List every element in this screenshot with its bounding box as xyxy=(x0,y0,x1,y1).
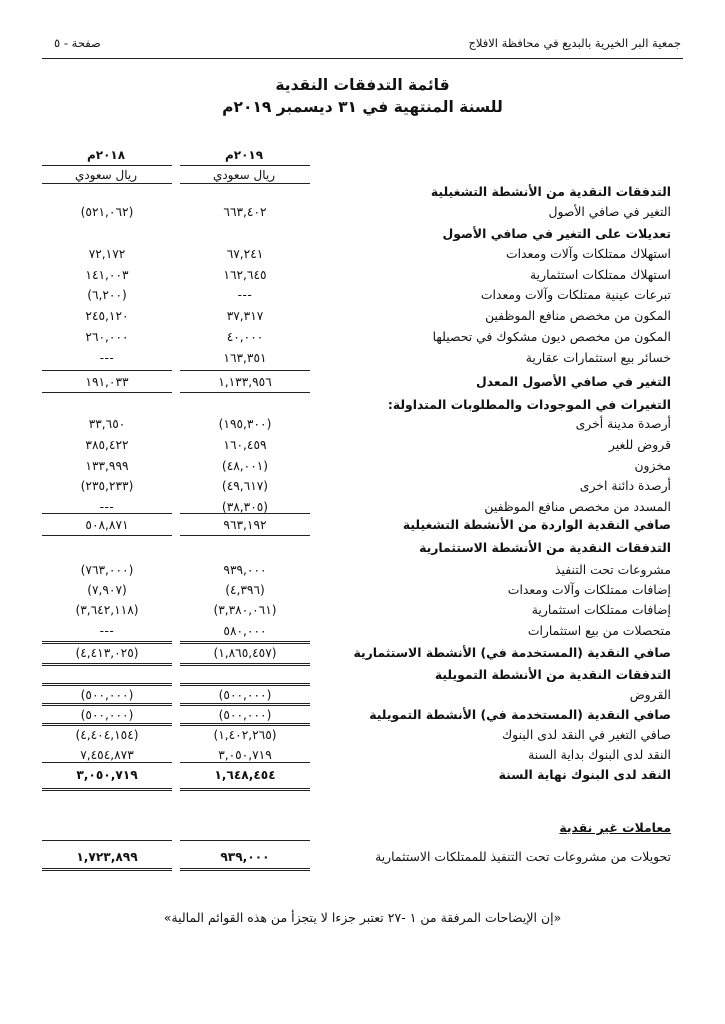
value-2018: (٤,٤٠٤,١٥٤) xyxy=(75,728,139,742)
table-row xyxy=(0,348,725,368)
row-label: صافي التغير في النقد لدى البنوك xyxy=(501,727,671,742)
value-2018: (٥٠٠,٠٠٠) xyxy=(80,688,134,702)
value-2018: --- xyxy=(99,624,115,638)
value-2019: (١,٨٦٥,٤٥٧) xyxy=(213,646,277,660)
value-2018: ١,٧٢٣,٨٩٩ xyxy=(76,850,138,864)
value-2018: ٥٠٨,٨٧١ xyxy=(85,518,129,532)
value-2018: ٧٢,١٧٢ xyxy=(88,247,126,261)
value-2018: ٣٣,٦٥٠ xyxy=(88,417,126,431)
row-label: النقد لدى البنوك نهاية السنة xyxy=(498,767,671,782)
header-page-number: صفحة - ٥ xyxy=(54,36,101,50)
value-2019: ٦٦٣,٤٠٢ xyxy=(223,205,267,219)
row-label: القروض xyxy=(629,687,671,702)
rule xyxy=(180,513,310,514)
row-label: المكون من مخصص منافع الموظفين xyxy=(485,308,671,323)
value-2019: (٣٨,٣٠٥) xyxy=(221,500,269,514)
value-2019: ٩٣٩,٠٠٠ xyxy=(220,850,270,864)
value-2019: (٤,٣٩٦) xyxy=(225,583,265,597)
value-2019: ٣,٠٥٠,٧١٩ xyxy=(218,748,272,762)
noncash-heading: معاملات غير نقدية xyxy=(559,820,671,835)
rule xyxy=(180,370,310,371)
value-2018: (٥٢١,٠٦٢) xyxy=(80,205,134,219)
table-row xyxy=(0,600,725,620)
value-2018: --- xyxy=(99,351,115,365)
header-organization: جمعية البر الخيرية بالبديع في محافظة الافلاج xyxy=(468,36,681,50)
double-rule xyxy=(180,868,310,871)
value-2018: ٢٦٠,٠٠٠ xyxy=(85,330,129,344)
table-row xyxy=(0,395,725,415)
row-label: التدفقات النقدية من الأنشطة التمويلية xyxy=(434,667,671,682)
double-rule xyxy=(180,788,310,791)
row-label: تبرعات عينية ممتلكات وآلات ومعدات xyxy=(480,287,671,302)
table-row xyxy=(0,580,725,600)
row-label: قروض للغير xyxy=(608,437,671,452)
value-2019: ١٦٢,٦٤٥ xyxy=(223,268,267,282)
double-rule xyxy=(42,788,172,791)
value-2018: (٦,٢٠٠) xyxy=(87,288,127,302)
table-row xyxy=(0,265,725,285)
row-label: التدفقات النقدية من الأنشطة التشغيلية xyxy=(430,184,671,199)
double-rule xyxy=(42,663,172,666)
value-2019: ١,٦٤٨,٤٥٤ xyxy=(214,768,276,782)
value-2018: (٢٣٥,٢٣٣) xyxy=(80,479,134,493)
rule xyxy=(42,840,172,841)
statement-title: قائمة التدفقات النقدية xyxy=(275,76,450,94)
value-2019: (٥٠٠,٠٠٠) xyxy=(218,708,272,722)
table-row xyxy=(0,285,725,305)
value-2018: (٣,٦٤٢,١١٨) xyxy=(75,603,139,617)
rule xyxy=(42,535,172,536)
column-year-2019: ٢٠١٩م xyxy=(224,148,264,162)
rule xyxy=(42,392,172,393)
value-2019: (٣,٣٨٠,٠٦١) xyxy=(213,603,277,617)
rule xyxy=(180,762,310,763)
column-divider xyxy=(180,165,310,166)
column-year-2018: ٢٠١٨م xyxy=(86,148,126,162)
row-label: خسائر بيع استثمارات عقارية xyxy=(525,350,671,365)
column-divider xyxy=(42,165,172,166)
value-2018: ٣,٠٥٠,٧١٩ xyxy=(76,768,138,782)
table-row xyxy=(0,515,725,535)
table-row xyxy=(0,725,725,745)
double-rule xyxy=(42,703,172,706)
double-rule xyxy=(42,868,172,871)
row-label: أرصدة دائنة اخرى xyxy=(579,478,671,493)
row-label: التغير في صافي الأصول المعدل xyxy=(476,374,671,389)
value-2018: (٤,٤١٣,٠٢٥) xyxy=(75,646,139,660)
table-row xyxy=(0,244,725,264)
row-label: استهلاك ممتلكات وآلات ومعدات xyxy=(506,246,671,261)
table-row xyxy=(0,327,725,347)
table-row xyxy=(0,456,725,476)
value-2018: ١٩١,٠٣٣ xyxy=(85,375,129,389)
value-2019: ١٦٣,٣٥١ xyxy=(223,351,267,365)
table-row xyxy=(0,497,725,517)
double-rule xyxy=(180,663,310,666)
value-2018: ٢٤٥,١٢٠ xyxy=(85,309,129,323)
row-label: متحصلات من بيع استثمارات xyxy=(527,623,671,638)
table-row xyxy=(0,705,725,725)
double-rule xyxy=(42,641,172,644)
row-label: مشروعات تحت التنفيذ xyxy=(554,562,671,577)
row-label: المكون من مخصص ديون مشكوك في تحصيلها xyxy=(432,329,671,344)
header-divider xyxy=(42,58,683,59)
double-rule xyxy=(180,723,310,726)
value-2019: ٩٣٩,٠٠٠ xyxy=(223,563,267,577)
row-label: المسدد من مخصص منافع الموظفين xyxy=(484,499,671,514)
value-2019: ٥٨٠,٠٠٠ xyxy=(223,624,267,638)
row-label: صافي النقدية (المستخدمة في) الأنشطة التمويلية xyxy=(369,707,671,722)
value-2018: ٣٨٥,٤٢٢ xyxy=(85,438,129,452)
row-label: التغير في صافي الأصول xyxy=(548,204,671,219)
table-row xyxy=(0,538,725,558)
rule xyxy=(42,513,172,514)
value-2018: --- xyxy=(99,500,115,514)
rule xyxy=(180,535,310,536)
noncash-row xyxy=(0,847,725,867)
value-2019: ٩٦٣,١٩٢ xyxy=(223,518,267,532)
rule xyxy=(42,762,172,763)
row-label: النقد لدى البنوك بداية السنة xyxy=(528,747,671,762)
column-currency-2018: ريال سعودي xyxy=(74,168,138,182)
table-row xyxy=(0,665,725,685)
row-label: التغيرات في الموجودات والمطلوبات المتداولة: xyxy=(387,397,671,412)
row-label: صافي النقدية الواردة من الأنشطة التشغيلية xyxy=(402,517,671,532)
table-row xyxy=(0,182,725,202)
row-label: إضافات ممتلكات استثمارية xyxy=(531,602,671,617)
value-2019: ٣٧,٣١٧ xyxy=(226,309,264,323)
value-2018: ٧,٤٥٤,٨٧٣ xyxy=(80,748,134,762)
value-2019: ١,١٣٣,٩٥٦ xyxy=(218,375,272,389)
value-2019: ١٦٠,٤٥٩ xyxy=(223,438,267,452)
value-2019: (٤٨,٠٠١) xyxy=(221,459,269,473)
value-2019: (١,٤٠٢,٢٦٥) xyxy=(213,728,277,742)
row-label: التدفقات النقدية من الأنشطة الاستثمارية xyxy=(419,540,671,555)
table-row xyxy=(0,306,725,326)
table-row xyxy=(0,560,725,580)
value-2019: ٦٧,٢٤١ xyxy=(226,247,264,261)
double-rule xyxy=(42,723,172,726)
value-2018: (٧٦٣,٠٠٠) xyxy=(80,563,134,577)
table-row xyxy=(0,643,725,663)
table-row xyxy=(0,414,725,434)
value-2019: (١٩٥,٣٠٠) xyxy=(218,417,272,431)
row-label: تحويلات من مشروعات تحت التنفيذ للممتلكات الاستثمارية xyxy=(375,849,671,864)
row-label: صافي النقدية (المستخدمة في) الأنشطة الاستثمارية xyxy=(353,645,671,660)
value-2018: (٥٠٠,٠٠٠) xyxy=(80,708,134,722)
rule xyxy=(42,370,172,371)
row-label: تعديلات على التغير في صافي الأصول xyxy=(442,226,671,241)
double-rule xyxy=(180,683,310,686)
table-row xyxy=(0,372,725,392)
value-2019: (٤٩,٦١٧) xyxy=(221,479,269,493)
table-row xyxy=(0,476,725,496)
table-row xyxy=(0,685,725,705)
rule xyxy=(180,392,310,393)
row-label: أرصدة مدينة أخرى xyxy=(575,416,671,431)
table-row xyxy=(0,621,725,641)
value-2019: --- xyxy=(237,288,253,302)
closing-cash-row xyxy=(0,765,725,785)
value-2018: ١٣٣,٩٩٩ xyxy=(85,459,129,473)
value-2018: (٧,٩٠٧) xyxy=(87,583,127,597)
row-label: استهلاك ممتلكات استثمارية xyxy=(530,267,671,282)
table-row xyxy=(0,202,725,222)
double-rule xyxy=(42,683,172,686)
rule xyxy=(180,840,310,841)
row-label: مخزون xyxy=(634,458,671,473)
double-rule xyxy=(180,641,310,644)
value-2019: (٥٠٠,٠٠٠) xyxy=(218,688,272,702)
statement-period: للسنة المنتهية في ٣١ ديسمبر ٢٠١٩م xyxy=(222,98,503,116)
table-row xyxy=(0,435,725,455)
value-2018: ١٤١,٠٠٣ xyxy=(85,268,129,282)
table-row xyxy=(0,224,725,244)
column-currency-2019: ريال سعودي xyxy=(212,168,276,182)
row-label: إضافات ممتلكات وآلات ومعدات xyxy=(507,582,671,597)
noncash-heading-row xyxy=(0,818,725,838)
footnote: «إن الإيضاحات المرفقة من ١ -٢٧ تعتبر جزءا لا يتجزأ من هذه القوائم المالية» xyxy=(163,910,562,925)
double-rule xyxy=(180,703,310,706)
value-2019: ٤٠,٠٠٠ xyxy=(226,330,264,344)
